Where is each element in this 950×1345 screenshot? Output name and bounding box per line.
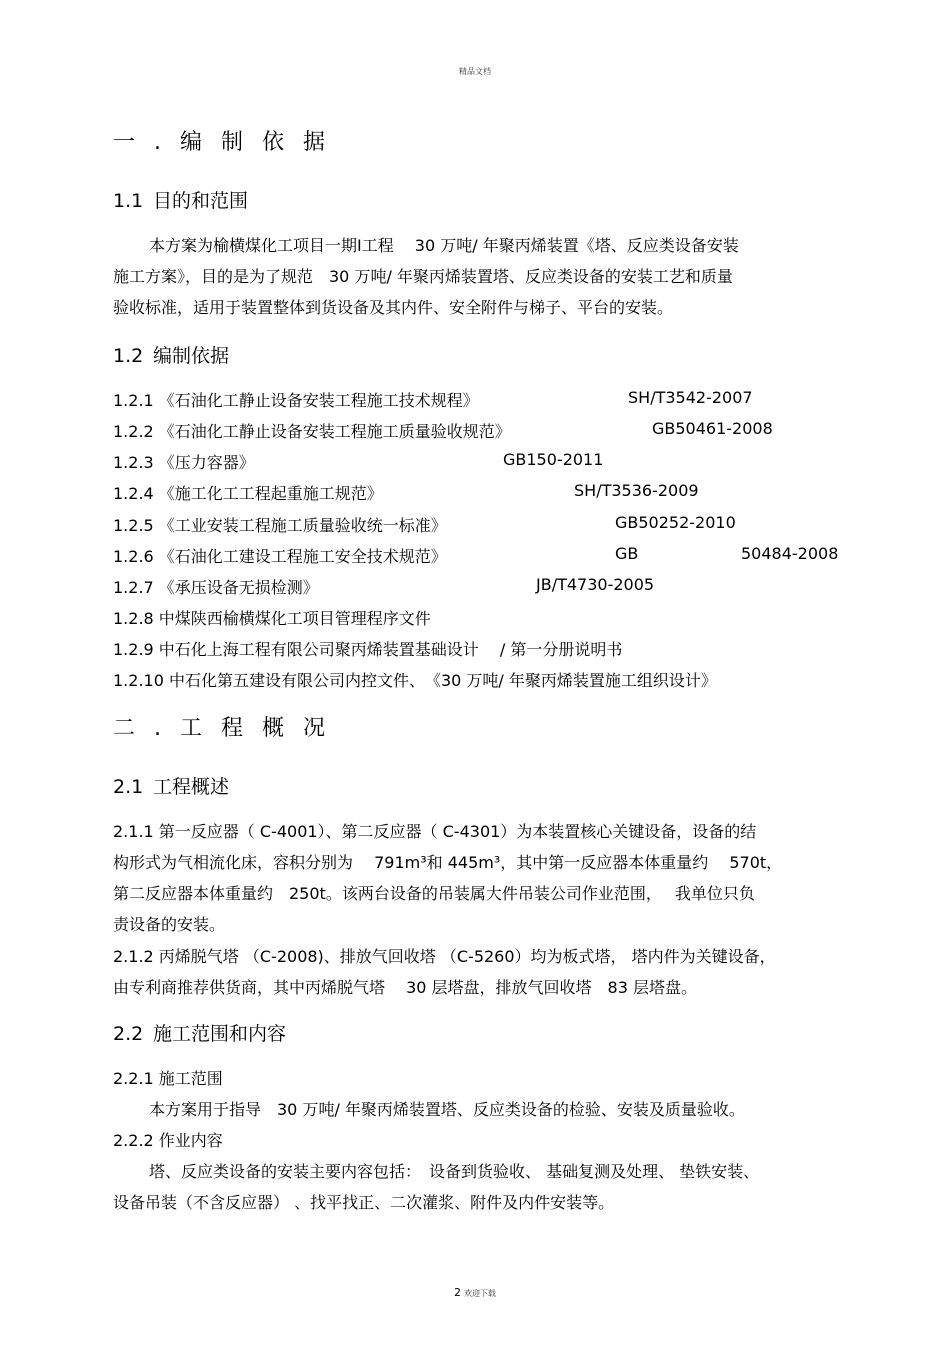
reference-code-suffix: 50484-2008 <box>741 544 839 563</box>
paragraph-line: 责设备的安装。 <box>113 915 226 934</box>
heading-text: 施工范围和内容 <box>153 1023 287 1045</box>
reference-item: 1.2.9 中石化上海工程有限公司聚丙烯装置基础设计 / 第一分册说明书 <box>113 640 623 659</box>
paragraph-line: 设备吊装（不含反应器） 、找平找正、二次灌浆、附件及内件安装等。 <box>113 1193 615 1212</box>
section-title-2: 二 . 工 程 概 况 <box>113 716 331 741</box>
reference-item: 1.2.6 《石油化工建设工程施工安全技术规范》 <box>113 547 447 566</box>
reference-item: 1.2.8 中煤陕西榆横煤化工项目管理程序文件 <box>113 609 431 628</box>
paragraph-line: 本方案为榆横煤化工项目一期Ⅰ工程 30 万吨/ 年聚丙烯装置《塔、反应类设备安装 <box>149 236 739 255</box>
heading-text: 目的和范围 <box>153 190 249 212</box>
subheading-line: 2.2.2 作业内容 <box>113 1131 223 1150</box>
heading-number: 1.1 <box>113 190 144 212</box>
reference-item: 1.2.5 《工业安装工程施工质量验收统一标准》 <box>113 516 447 535</box>
heading-1-2 <box>113 341 229 368</box>
heading-2-1 <box>113 772 229 799</box>
heading-number: 2.2 <box>113 1023 144 1045</box>
subheading-line: 2.2.1 施工范围 <box>113 1069 223 1088</box>
reference-code: GB50461-2008 <box>652 419 773 438</box>
paragraph-line: 验收标准，适用于装置整体到货设备及其内件、安全附件与梯子、平台的安装。 <box>113 298 674 317</box>
paragraph-line: 2.1.2 丙烯脱气塔 （C-2008)、排放气回收塔 （C-5260）均为板式塔， 塔内件为关键设备， <box>113 947 776 966</box>
paragraph-line: 第二反应器本体重量约 250t。该两台设备的吊装属大件吊装公司作业范围， 我单位只负 <box>113 884 755 903</box>
reference-item: 1.2.2 《石油化工静止设备安装工程施工质量验收规范》 <box>113 422 511 441</box>
heading-text: 工程概述 <box>153 776 230 798</box>
paragraph-line: 构形式为气相流化床，容积分别为 791m³和 445m³，其中第一反应器本体重量约 570t， <box>113 853 783 872</box>
heading-text: 编制依据 <box>153 345 230 367</box>
reference-item: 1.2.7 《承压设备无损检测》 <box>113 578 319 597</box>
heading-2-2 <box>113 1019 286 1046</box>
heading-number: 2.1 <box>113 776 144 798</box>
page-number: 2 <box>454 1286 461 1299</box>
paragraph-line: 本方案用于指导 30 万吨/ 年聚丙烯装置塔、反应类设备的检验、安装及质量验收。 <box>149 1100 745 1119</box>
reference-item: 1.2.3 《压力容器》 <box>113 453 255 472</box>
reference-code: GB150-2011 <box>503 450 604 469</box>
reference-code: SH/T3536-2009 <box>574 481 699 500</box>
heading-number: 1.2 <box>113 345 144 367</box>
paragraph-line: 2.1.1 第一反应器（ C-4001）、第二反应器（ C-4301）为本装置核心关键设备，设备的结 <box>113 822 757 841</box>
paragraph-line: 由专利商推荐供货商，其中丙烯脱气塔 30 层塔盘，排放气回收塔 83 层塔盘。 <box>113 978 697 997</box>
page-footer <box>0 1281 950 1300</box>
paragraph-line: 塔、反应类设备的安装主要内容包括： 设备到货验收、 基础复测及处理、 垫铁安装、 <box>149 1162 760 1181</box>
reference-code: GB <box>615 544 639 563</box>
footer-text: 欢迎下载 <box>464 1289 496 1298</box>
reference-item: 1.2.10 中石化第五建设有限公司内控文件、 《30 万吨/ 年聚丙烯装置施工组织设计》 <box>113 671 717 690</box>
paragraph-line: 施工方案》，目的是为了规范 30 万吨/ 年聚丙烯装置塔、反应类设备的安装工艺和质量 <box>113 267 733 286</box>
reference-code: JB/T4730-2005 <box>536 575 655 594</box>
reference-code: SH/T3542-2007 <box>628 388 753 407</box>
reference-item: 1.2.1 《石油化工静止设备安装工程施工技术规程》 <box>113 391 479 410</box>
reference-item: 1.2.4 《施工化工工程起重施工规范》 <box>113 484 383 503</box>
page-header: 精品文档 <box>459 67 491 76</box>
heading-1-1 <box>113 186 248 213</box>
reference-code: GB50252-2010 <box>615 513 736 532</box>
section-title-1: 一 . 编 制 依 据 <box>113 130 331 155</box>
